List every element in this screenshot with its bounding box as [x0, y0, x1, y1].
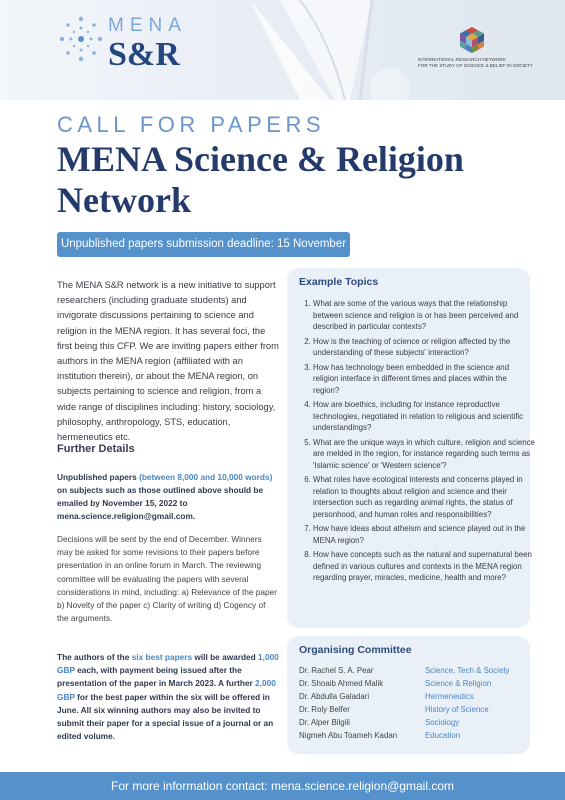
organising-committee-panel: [287, 636, 530, 754]
header-banner: [0, 0, 565, 100]
committee-member: [299, 677, 524, 690]
example-topics-heading: Example Topics: [299, 276, 379, 288]
topic-item: 5. What are the unique ways in which culture, religion and science are melded in the region, for instance regarding such terms as 'Islamic science' or 'Western science'?: [313, 437, 535, 472]
network-hexagon-icon: [459, 26, 485, 54]
further-details-heading: Further Details: [57, 443, 135, 455]
topic-item: 2. How is the teaching of science or religion affected by the understanding of these subjects' interaction?: [313, 336, 535, 359]
topics-list: [301, 298, 535, 587]
committee-member: [299, 664, 524, 677]
decisions-paragraph: Decisions will be sent by the end of December. Winners may be asked for some revisions to their papers before presentation in an online forum in March. The reviewing committee will be evaluating the papers with several considerations in mind, including: a) Relevance of the paper b) Novelty of the paper c) Clarity of writing d) Cogency of the arguments.: [57, 534, 277, 624]
member-field: Science, Tech & Society: [425, 666, 510, 675]
submission-text-c: on subjects such as those outlined above should be emailed by November 15, 2022 to: [57, 485, 264, 508]
member-field: Science & Religion: [425, 679, 492, 688]
example-topics-panel: [287, 268, 535, 628]
member-field: Education: [425, 731, 461, 740]
deadline-banner: Unpublished papers submission deadline: 15 November 2022: [57, 232, 350, 257]
topic-item: 1. What are some of the various ways that the relationship between science and religion is or has been perceived and described in particular contexts?: [313, 298, 535, 333]
word-count-highlight: (between 8,000 and 10,000 words): [139, 472, 273, 482]
submission-text-end: .: [192, 511, 196, 521]
member-field: Sociology: [425, 718, 460, 727]
submission-email-link[interactable]: mena.science.religion@gmail.com: [57, 511, 193, 521]
irn-caption: [418, 57, 538, 69]
member-field: History of Science: [425, 705, 489, 714]
topic-item: 3. How has technology been embedded in the science and religion interface in different times and places within the region?: [313, 362, 535, 397]
committee-member: [299, 703, 524, 716]
organising-committee-heading: Organising Committee: [299, 644, 412, 656]
committee-member: [299, 729, 524, 742]
member-name: Dr. Rachel S. A. Pear: [299, 666, 374, 675]
intro-paragraph: The MENA S&R network is a new initiative to support researchers (including graduate students) and invigorate discussions pertaining to science and religion in the MENA region. It has several foci, the first being this CFP. We are inviting papers either from authors in the MENA region (affiliated with an institution therein), or about the MENA region, on subjects pertaining to science and religion, from a wide range of disciplines including: history, sociology, philosophy, anthropology, STS, education, hermeneutics etc.: [57, 280, 279, 443]
topic-item: 7. How have ideas about atheism and science played out in the MENA region?: [313, 523, 535, 546]
irn-line-2: FOR THE STUDY OF SCIENCE & BELIEF IN SOCIETY: [418, 63, 533, 68]
topic-item: 4. How are bioethics, including for instance reproductive technologies, negotiated in relation to religious and scientific understandings?: [313, 399, 535, 434]
sparkle-logo-icon: [58, 14, 104, 64]
awards-text-c: will be awarded: [192, 652, 259, 662]
member-name: Dr. Alper Bilgili: [299, 718, 350, 727]
call-for-papers-label: CALL FOR PAPERS: [57, 112, 326, 137]
topic-item: 6. What roles have ecological interests and concerns played in relation to thoughts about religion and science and their intersection such as regarding animal rights, the status of personhood, and human roles and responsibilities?: [313, 474, 535, 520]
committee-member: [299, 690, 524, 703]
irn-line-1: INTERNATIONAL RESEARCH NETWORK: [418, 57, 506, 62]
member-name: Dr. Abdulla Galadari: [299, 692, 370, 701]
contact-footer: For more information contact: mena.science.religion@gmail.com: [0, 772, 565, 800]
member-field: Hermeneutics: [425, 692, 474, 701]
page-title: MENA Science & Religion Network: [57, 139, 464, 220]
logo-mena-text: MENA: [108, 15, 187, 36]
committee-member: [299, 716, 524, 729]
awards-text-e: each, with payment being issued after the presentation of the paper in March 2023. A further: [57, 665, 256, 689]
topic-item: 8. How have concepts such as the natural and supernatural been defined in various cultures and contexts in the MENA region regarding prayer, miracles, medicine, health and more?: [313, 549, 535, 584]
mena-sr-logo: [108, 16, 187, 74]
awards-text-a: The authors of the: [57, 652, 132, 662]
awards-paragraph: [57, 651, 279, 743]
member-name: Nigmeh Abu Toameh Kadan: [299, 731, 398, 740]
awards-text-g: for the best paper within the six will be offered in June. All six winning authors may also be invited to submit their paper for a special issue of a journal or an edited volume.: [57, 691, 274, 742]
logo-sr-text: S&R: [108, 36, 180, 73]
six-best-papers-highlight: six best papers: [131, 652, 193, 662]
best-paper-amount-highlight: 2,000 GBP: [57, 678, 276, 702]
member-name: Dr. Shoaib Ahmed Malik: [299, 679, 384, 688]
submission-paragraph: [57, 471, 279, 523]
member-name: Dr. Roly Belfer: [299, 705, 350, 714]
submission-text-a: Unpublished papers: [57, 472, 140, 482]
award-amount-highlight: 1,000 GBP: [57, 652, 279, 676]
